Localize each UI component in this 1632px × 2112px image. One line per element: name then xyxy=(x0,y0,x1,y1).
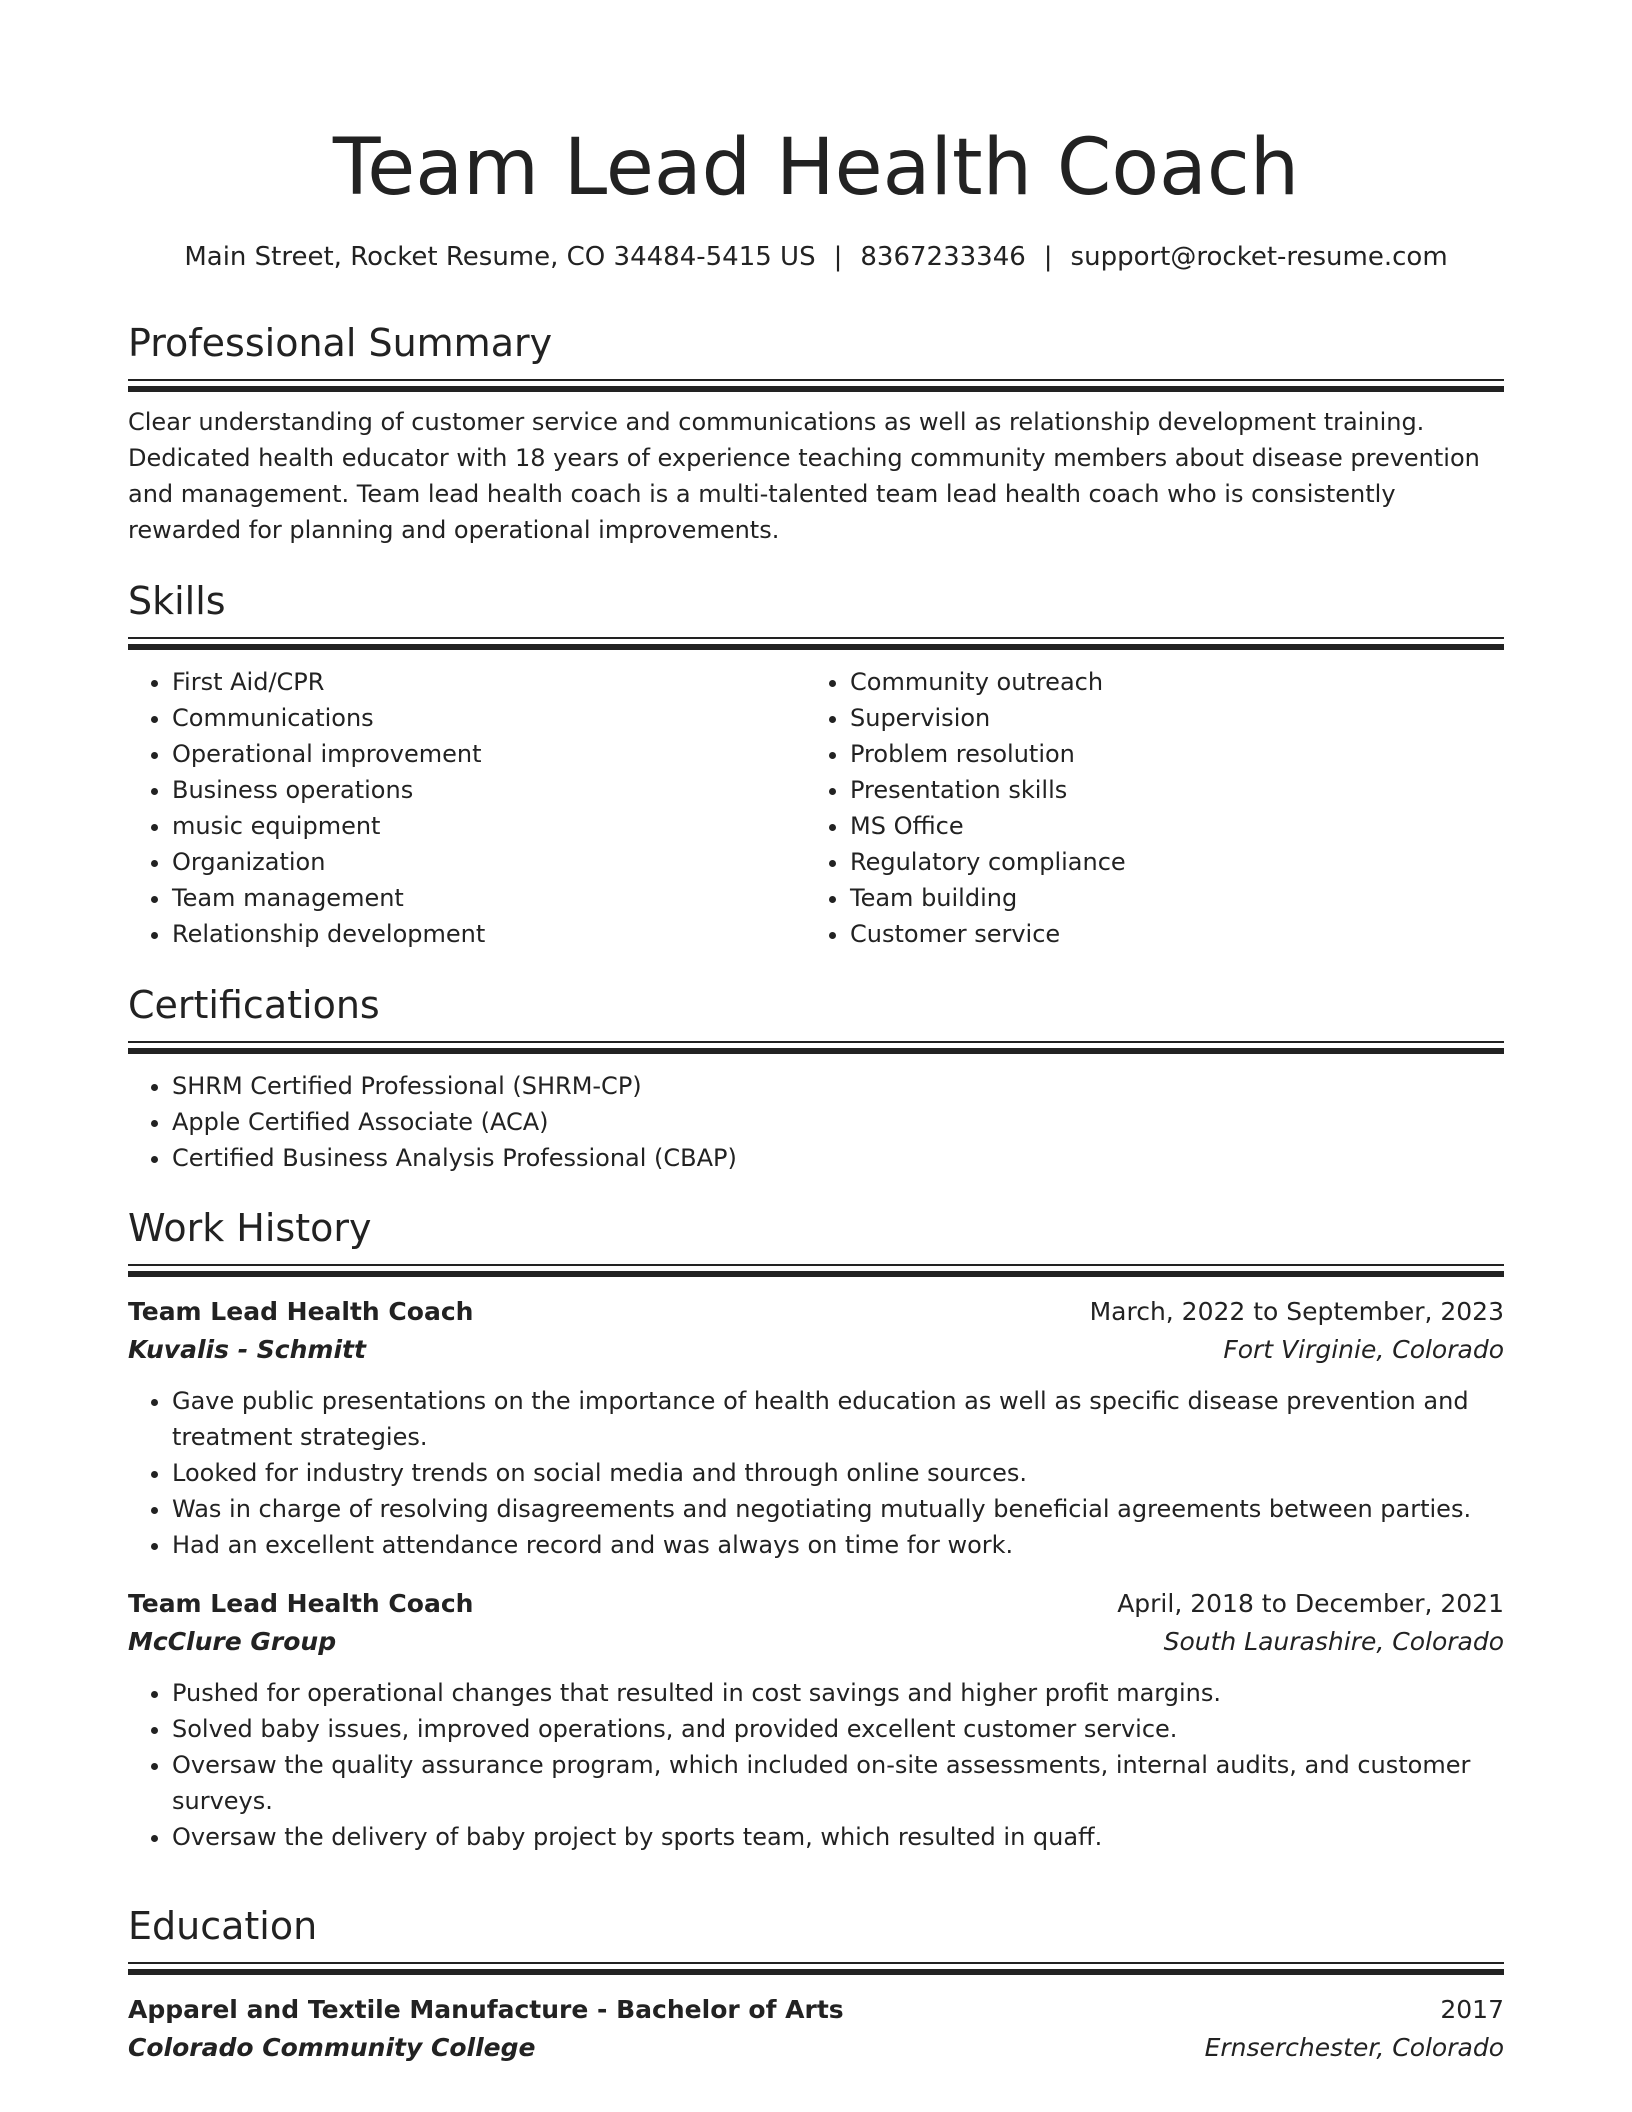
contact-separator: | xyxy=(833,242,843,272)
skill-item: • Presentation skills xyxy=(850,772,1484,808)
section-divider-thick xyxy=(128,1969,1504,1975)
skill-item: • Community outreach xyxy=(850,664,1484,700)
skills-column-right xyxy=(806,664,1484,952)
education-degree: Apparel and Textile Manufacture - Bachelor of Arts xyxy=(128,1995,844,2024)
skill-item: • MS Office xyxy=(850,808,1484,844)
job-header xyxy=(128,1293,1504,1331)
skill-item: • Problem resolution xyxy=(850,736,1484,772)
job-header xyxy=(128,1585,1504,1623)
certifications-list xyxy=(128,1068,1504,1176)
education-location: Ernserchester, Colorado xyxy=(1204,2033,1504,2062)
skill-item: • Supervision xyxy=(850,700,1484,736)
certification-item: • Apple Certified Associate (ACA) xyxy=(172,1104,1504,1140)
skill-item: • Customer service xyxy=(850,916,1484,952)
contact-line xyxy=(128,240,1504,274)
job-entry xyxy=(128,1293,1504,1563)
certification-item: • SHRM Certified Professional (SHRM-CP) xyxy=(172,1068,1504,1104)
job-dates: March, 2022 to September, 2023 xyxy=(1089,1297,1504,1326)
section-divider xyxy=(128,637,1504,639)
job-bullet: • Gave public presentations on the importance of health education as well as specific disease prevention and treatment strategies. xyxy=(172,1383,1504,1455)
education-school: Colorado Community College xyxy=(128,2033,536,2062)
skills-grid xyxy=(128,664,1504,952)
work-history-section xyxy=(128,1204,1504,1855)
education-year: 2017 xyxy=(1440,1995,1504,2024)
job-company: McClure Group xyxy=(128,1627,337,1656)
section-divider xyxy=(128,1264,1504,1266)
job-bullet: • Was in charge of resolving disagreements and negotiating mutually beneficial agreements between parties. xyxy=(172,1491,1504,1527)
education-subheader xyxy=(128,2029,1504,2067)
job-entry xyxy=(128,1585,1504,1855)
section-divider xyxy=(128,379,1504,381)
job-bullet: • Oversaw the quality assurance program, which included on-site assessments, internal audits, and customer surveys. xyxy=(172,1747,1504,1819)
section-divider-thick xyxy=(128,386,1504,392)
section-title: Certifications xyxy=(128,983,380,1027)
section-divider-thick xyxy=(128,1048,1504,1054)
contact-phone: 8367233346 xyxy=(860,242,1026,272)
skill-item: • Operational improvement xyxy=(172,736,806,772)
skill-item: • Team management xyxy=(172,880,806,916)
job-bullet: • Had an excellent attendance record and was always on time for work. xyxy=(172,1527,1504,1563)
summary-section xyxy=(128,319,1504,548)
section-divider-thick xyxy=(128,1271,1504,1277)
skills-list xyxy=(806,664,1484,952)
summary-text: Clear understanding of customer service and communications as well as relationship development training. Dedicated health educator with 18 years of experience teaching community members about disease prevention and management. Team lead health coach is a multi-talented team lead health coach who is consistently rewarded for planning and operational improvements. xyxy=(128,408,1480,544)
job-bullet: • Oversaw the delivery of baby project by sports team, which resulted in quaff. xyxy=(172,1819,1504,1855)
job-bullet: • Looked for industry trends on social media and through online sources. xyxy=(172,1455,1504,1491)
skill-item: • First Aid/CPR xyxy=(172,664,806,700)
education-section xyxy=(128,1902,1504,2067)
contact-email: support@rocket-resume.com xyxy=(1070,242,1448,272)
skills-column-left xyxy=(128,664,806,952)
section-title: Work History xyxy=(128,1206,372,1250)
skill-item: • Organization xyxy=(172,844,806,880)
education-entry xyxy=(128,1991,1504,2067)
certification-item: • Certified Business Analysis Professional (CBAP) xyxy=(172,1140,1504,1176)
job-bullet: • Solved baby issues, improved operations, and provided excellent customer service. xyxy=(172,1711,1504,1747)
section-title: Education xyxy=(128,1904,318,1948)
skill-item: • Relationship development xyxy=(172,916,806,952)
job-subheader xyxy=(128,1331,1504,1369)
section-title: Skills xyxy=(128,579,226,623)
skill-item: • Regulatory compliance xyxy=(850,844,1484,880)
skill-item: • Communications xyxy=(172,700,806,736)
skills-list xyxy=(128,664,806,952)
candidate-name: Team Lead Health Coach xyxy=(332,123,1300,213)
contact-separator: | xyxy=(1043,242,1053,272)
certifications-section xyxy=(128,981,1504,1176)
skills-section xyxy=(128,577,1504,952)
section-divider xyxy=(128,1962,1504,1964)
job-location: South Laurashire, Colorado xyxy=(1163,1627,1504,1656)
job-subheader xyxy=(128,1623,1504,1661)
job-bullet: • Pushed for operational changes that resulted in cost savings and higher profit margins. xyxy=(172,1675,1504,1711)
job-bullets xyxy=(128,1675,1504,1855)
skill-item: • Team building xyxy=(850,880,1484,916)
section-divider-thick xyxy=(128,644,1504,650)
section-divider xyxy=(128,1041,1504,1043)
job-bullets xyxy=(128,1383,1504,1563)
job-title: Team Lead Health Coach xyxy=(128,1297,474,1326)
skill-item: • music equipment xyxy=(172,808,806,844)
job-dates: April, 2018 to December, 2021 xyxy=(1117,1589,1504,1618)
contact-address: Main Street, Rocket Resume, CO 34484-5415 US xyxy=(184,242,816,272)
education-header xyxy=(128,1991,1504,2029)
job-location: Fort Virginie, Colorado xyxy=(1223,1335,1504,1364)
job-title: Team Lead Health Coach xyxy=(128,1589,474,1618)
job-company: Kuvalis - Schmitt xyxy=(128,1335,366,1364)
skill-item: • Business operations xyxy=(172,772,806,808)
section-title: Professional Summary xyxy=(128,321,553,365)
